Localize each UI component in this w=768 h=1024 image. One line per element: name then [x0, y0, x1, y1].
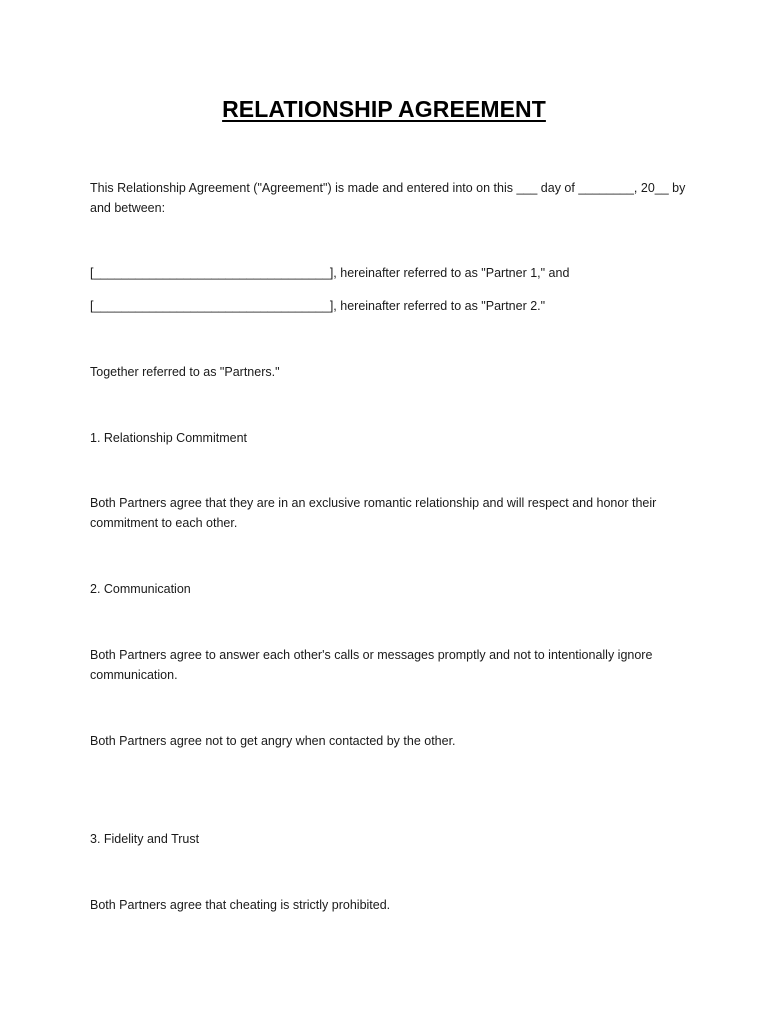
partner-1-line: [__________________________________], hereinafter referred to as "Partner 1," and — [90, 266, 570, 280]
partner-2-line: [__________________________________], hereinafter referred to as "Partner 2." — [90, 299, 546, 313]
section-heading-fidelity-and-trust: 3. Fidelity and Trust — [90, 832, 200, 846]
together-line: Together referred to as "Partners." — [90, 365, 280, 379]
section-paragraph: Both Partners agree to answer each other's calls or messages promptly and not to intentionally ignore communication. — [90, 648, 653, 682]
section-paragraph: Both Partners agree not to get angry when contacted by the other. — [90, 734, 456, 748]
document-title: RELATIONSHIP AGREEMENT — [222, 96, 546, 122]
section-paragraph: Both Partners agree that cheating is strictly prohibited. — [90, 898, 391, 912]
intro-paragraph: This Relationship Agreement ("Agreement") is made and entered into on this ___ day of ________, 20__ by and between: — [90, 181, 686, 215]
section-heading-communication: 2. Communication — [90, 582, 191, 596]
section-paragraph: Both Partners agree that they are in an exclusive romantic relationship and will respect and honor their commitment to each other. — [90, 496, 657, 530]
section-heading-relationship-commitment: 1. Relationship Commitment — [90, 431, 248, 445]
